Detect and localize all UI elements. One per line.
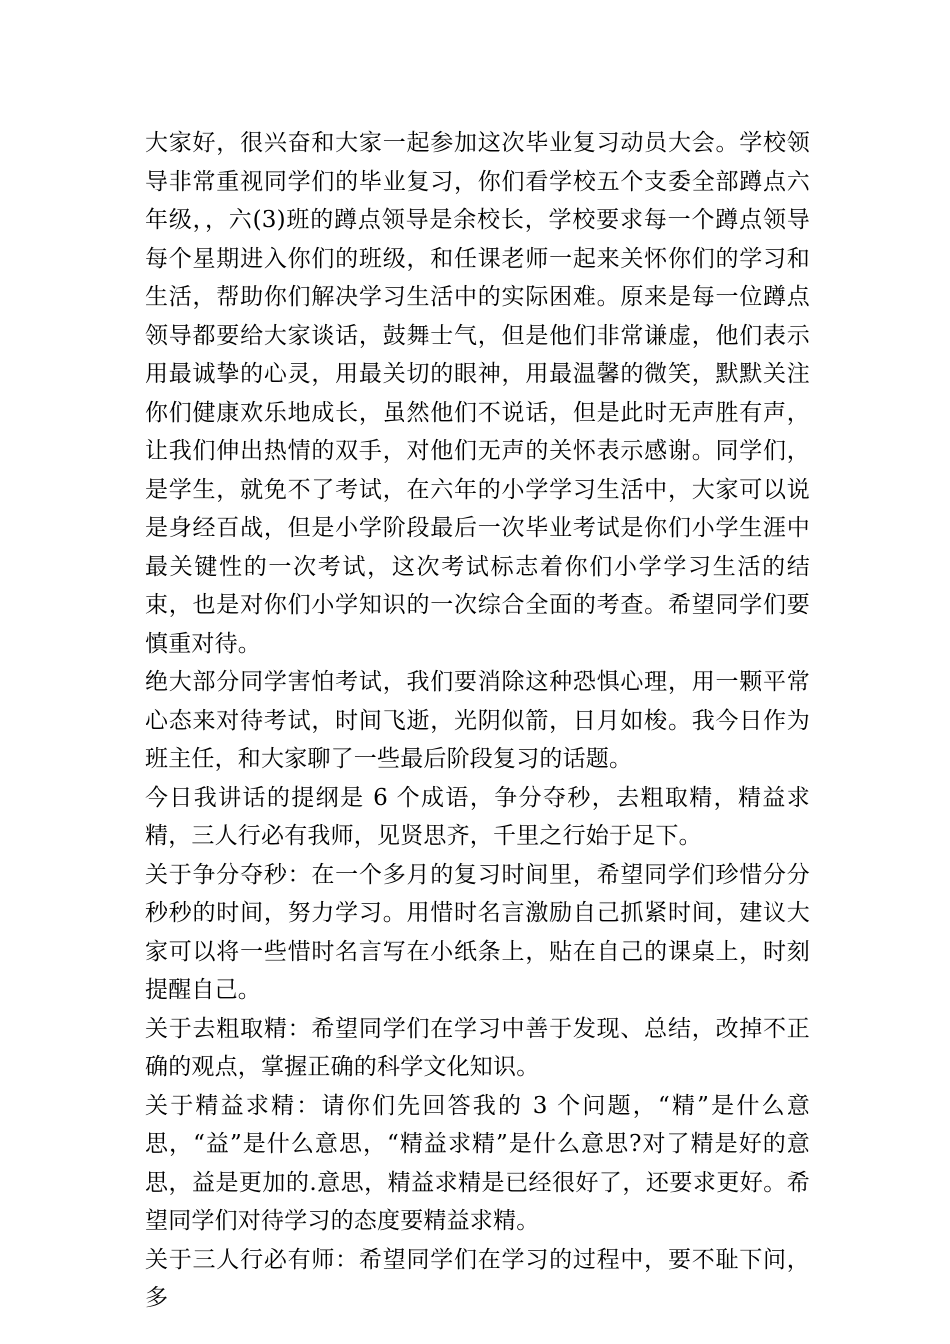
paragraph-qu-cu-qu-jing: 关于去粗取精：希望同学们在学习中善于发现、总结，改掉不正确的观点，掌握正确的科学文化知识。 [145,1015,810,1080]
paragraph-outline: 今日我讲话的提纲是 6 个成语，争分夺秒，去粗取精，精益求精，三人行必有我师，见贤思齐，千里之行始于足下。 [145,784,810,849]
paragraph-jing-yi-qiu-jing: 关于精益求精：请你们先回答我的 3 个问题，“精”是什么意思，“益”是什么意思，“精益求精”是什么意思?对了精是好的意思，益是更加的.意思，精益求精是已经很好了，还要求更好。希望同学们对待学习的态度要精益求精。 [145,1092,810,1234]
paragraph-exam-mindset: 绝大部分同学害怕考试，我们要消除这种恐惧心理，用一颗平常心态来对待考试，时间飞逝，光阴似箭，日月如梭。我今日作为班主任，和大家聊了一些最后阶段复习的话题。 [145,669,810,772]
paragraph-zheng-fen-duo-miao: 关于争分夺秒：在一个多月的复习时间里，希望同学们珍惜分分秒秒的时间，努力学习。用惜时名言激励自己抓紧时间，建议大家可以将一些惜时名言写在小纸条上，贴在自己的课桌上，时刻提醒自己。 [145,861,810,1003]
document-body [145,124,810,1318]
paragraph-san-ren-xing: 关于三人行必有师：希望同学们在学习的过程中，要不耻下问，多 [145,1246,810,1311]
paragraph-intro: 大家好，很兴奋和大家一起参加这次毕业复习动员大会。学校领导非常重视同学们的毕业复习，你们看学校五个支委全部蹲点六年级，，六(3)班的蹲点领导是余校长，学校要求每一个蹲点领导每个星期进入你们的班级，和任课老师一起来关怀你们的学习和生活，帮助你们解决学习生活中的实际困难。原来是每一位蹲点领导都要给大家谈话，鼓舞士气，但是他们非常谦虚，他们表示用最诚挚的心灵，用最关切的眼神，用最温馨的微笑，默默关注你们健康欢乐地成长，虽然他们不说话，但是此时无声胜有声，让我们伸出热情的双手，对他们无声的关怀表示感谢。同学们，是学生，就免不了考试，在六年的小学学习生活中，大家可以说是身经百战，但是小学阶段最后一次毕业考试是你们小学生涯中最关键性的一次考试，这次考试标志着你们小学学习生活的结束，也是对你们小学知识的一次综合全面的考查。希望同学们要慎重对待。 [145,130,810,657]
